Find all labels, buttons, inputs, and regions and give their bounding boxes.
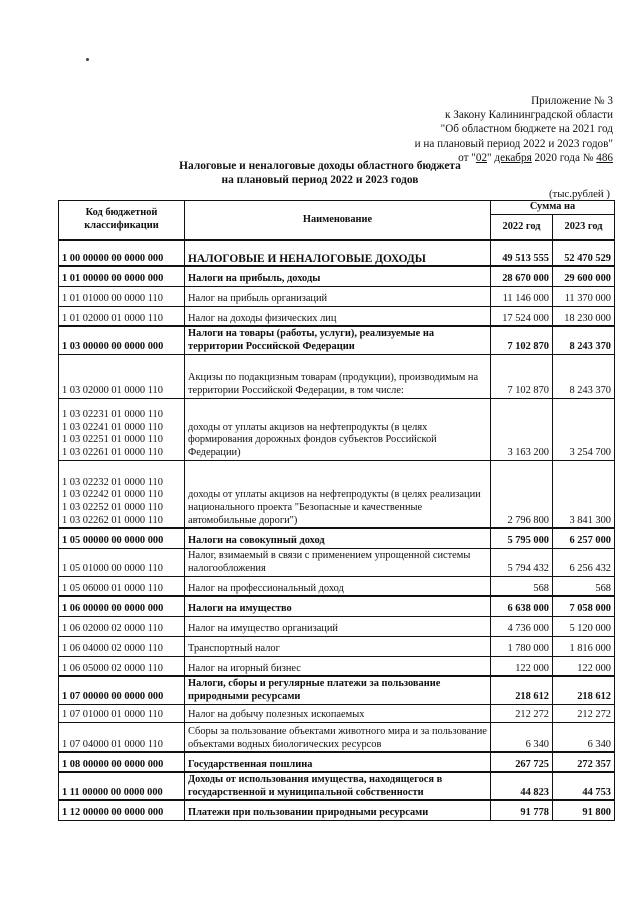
row-code: 1 07 01000 01 0000 110 — [59, 704, 185, 722]
row-value-2022: 6 340 — [491, 722, 553, 752]
row-value-2022: 17 524 000 — [491, 306, 553, 326]
row-value-2022: 122 000 — [491, 656, 553, 676]
row-code: 1 03 00000 00 0000 000 — [59, 326, 185, 354]
table-row — [59, 596, 615, 616]
row-value-2022: 91 778 — [491, 800, 553, 820]
row-code: 1 00 00000 00 0000 000 — [59, 240, 185, 266]
row-value-2023: 29 600 000 — [553, 266, 615, 286]
row-code: 1 06 04000 02 0000 110 — [59, 636, 185, 656]
row-value-2022: 4 736 000 — [491, 616, 553, 636]
row-code: 1 06 02000 02 0000 110 — [59, 616, 185, 636]
row-code: 1 07 04000 01 0000 110 — [59, 722, 185, 752]
row-value-2023: 6 340 — [553, 722, 615, 752]
row-code: 1 01 02000 01 0000 110 — [59, 306, 185, 326]
col-header-code: Код бюджетной классификации — [59, 201, 185, 241]
row-value-2022: 28 670 000 — [491, 266, 553, 286]
row-value-2023: 52 470 529 — [553, 240, 615, 266]
row-code: 1 03 02000 01 0000 110 — [59, 354, 185, 398]
date-day: 02 — [475, 151, 488, 164]
table-row — [59, 704, 615, 722]
table-row — [59, 772, 615, 800]
row-code: 1 05 06000 01 0000 110 — [59, 576, 185, 596]
col-header-sum: Сумма на — [491, 201, 615, 215]
table-row — [59, 548, 615, 576]
table-row — [59, 722, 615, 752]
row-value-2022: 2 796 800 — [491, 460, 553, 528]
title-line-2: на плановый период 2022 и 2023 годов — [221, 174, 419, 186]
table-row — [59, 326, 615, 354]
table-row — [59, 528, 615, 548]
table-row — [59, 354, 615, 398]
appendix-law-period: и на плановый период 2022 и 2023 годов" — [414, 137, 613, 150]
row-value-2023: 3 841 300 — [553, 460, 615, 528]
row-value-2022: 568 — [491, 576, 553, 596]
document-title — [0, 159, 640, 187]
row-value-2023: 8 243 370 — [553, 326, 615, 354]
row-value-2023: 122 000 — [553, 656, 615, 676]
row-value-2022: 1 780 000 — [491, 636, 553, 656]
row-value-2022: 44 823 — [491, 772, 553, 800]
table-row — [59, 286, 615, 306]
row-name: Налоги на имущество — [185, 596, 491, 616]
col-header-2023: 2023 год — [553, 214, 615, 240]
row-value-2022: 267 725 — [491, 752, 553, 772]
scan-speck — [86, 58, 89, 61]
row-value-2023: 7 058 000 — [553, 596, 615, 616]
row-name: Налог на прибыль организаций — [185, 286, 491, 306]
row-value-2023: 5 120 000 — [553, 616, 615, 636]
row-value-2023: 6 257 000 — [553, 528, 615, 548]
row-name: Налог на добычу полезных ископаемых — [185, 704, 491, 722]
units-label: (тыс.рублей ) — [548, 188, 610, 200]
row-code: 1 05 00000 00 0000 000 — [59, 528, 185, 548]
appendix-law-ref: к Закону Калининградской области — [445, 109, 613, 122]
table-row — [59, 636, 615, 656]
row-name: Налог на доходы физических лиц — [185, 306, 491, 326]
row-value-2023: 1 816 000 — [553, 636, 615, 656]
row-name: Налог на имущество организаций — [185, 616, 491, 636]
title-line-1: Налоговые и неналоговые доходы областного бюджета — [179, 160, 461, 172]
row-name: Налог на профессиональный доход — [185, 576, 491, 596]
table-row — [59, 616, 615, 636]
revenue-table — [58, 200, 615, 821]
row-name: Сборы за пользование объектами животного мира и за пользование объектами водных биологических ресурсов — [185, 722, 491, 752]
appendix-number: Приложение № 3 — [531, 95, 613, 107]
row-code: 1 12 00000 00 0000 000 — [59, 800, 185, 820]
table-row — [59, 800, 615, 820]
row-code: 1 05 01000 00 0000 110 — [59, 548, 185, 576]
row-value-2022: 7 102 870 — [491, 354, 553, 398]
table-row — [59, 576, 615, 596]
appendix-header — [415, 94, 613, 165]
row-value-2022: 6 638 000 — [491, 596, 553, 616]
row-value-2023: 218 612 — [553, 676, 615, 704]
row-name: Налоги на совокупный доход — [185, 528, 491, 548]
row-name: Доходы от использования имущества, находящегося в государственной и муниципальной собственности — [185, 772, 491, 800]
row-value-2023: 568 — [553, 576, 615, 596]
row-value-2022: 5 795 000 — [491, 528, 553, 548]
row-value-2023: 18 230 000 — [553, 306, 615, 326]
row-value-2022: 49 513 555 — [491, 240, 553, 266]
row-value-2023: 44 753 — [553, 772, 615, 800]
law-number: 486 — [596, 151, 613, 164]
row-code: 1 01 00000 00 0000 000 — [59, 266, 185, 286]
table-row — [59, 240, 615, 266]
row-value-2022: 3 163 200 — [491, 398, 553, 460]
row-code: 1 03 02232 01 0000 110 1 03 02242 01 0000 110 1 03 02252 01 0000 110 1 03 02262 01 0000 110 — [59, 460, 185, 528]
table-row — [59, 676, 615, 704]
col-header-2022: 2022 год — [491, 214, 553, 240]
row-code: 1 06 00000 00 0000 000 — [59, 596, 185, 616]
table-row — [59, 306, 615, 326]
row-code: 1 01 01000 00 0000 110 — [59, 286, 185, 306]
col-header-name: Наименование — [185, 201, 491, 241]
row-value-2022: 11 146 000 — [491, 286, 553, 306]
row-value-2023: 272 357 — [553, 752, 615, 772]
row-name: Налог на игорный бизнес — [185, 656, 491, 676]
row-name: Транспортный налог — [185, 636, 491, 656]
row-name: Налоги, сборы и регулярные платежи за пользование природными ресурсами — [185, 676, 491, 704]
row-value-2023: 6 256 432 — [553, 548, 615, 576]
appendix-law-title: "Об областном бюджете на 2021 год — [440, 123, 613, 136]
row-name: Налог, взимаемый в связи с применением упрощенной системы налогообложения — [185, 548, 491, 576]
date-month: декабря — [494, 151, 532, 164]
row-name: доходы от уплаты акцизов на нефтепродукты (в целях формирования дорожных фондов субъектов Российской Федерации) — [185, 398, 491, 460]
appendix-date-line: от "02" декабря 2020 года № 486 — [458, 151, 613, 164]
row-name: Налоги на прибыль, доходы — [185, 266, 491, 286]
row-value-2023: 11 370 000 — [553, 286, 615, 306]
row-value-2023: 91 800 — [553, 800, 615, 820]
row-code: 1 11 00000 00 0000 000 — [59, 772, 185, 800]
row-value-2022: 212 272 — [491, 704, 553, 722]
table-row — [59, 656, 615, 676]
row-name: НАЛОГОВЫЕ И НЕНАЛОГОВЫЕ ДОХОДЫ — [185, 240, 491, 266]
row-name: Акцизы по подакцизным товарам (продукции), производимым на территории Российской Федерации, в том числе: — [185, 354, 491, 398]
table-row — [59, 752, 615, 772]
row-code: 1 06 05000 02 0000 110 — [59, 656, 185, 676]
table-row — [59, 460, 615, 528]
row-value-2023: 212 272 — [553, 704, 615, 722]
row-code: 1 07 00000 00 0000 000 — [59, 676, 185, 704]
row-value-2022: 218 612 — [491, 676, 553, 704]
table-row — [59, 266, 615, 286]
row-name: Платежи при пользовании природными ресурсами — [185, 800, 491, 820]
row-name: Налоги на товары (работы, услуги), реализуемые на территории Российской Федерации — [185, 326, 491, 354]
row-name: доходы от уплаты акцизов на нефтепродукты (в целях реализации национального проекта "Безопасные и качественные автомобильные дороги") — [185, 460, 491, 528]
row-value-2022: 5 794 432 — [491, 548, 553, 576]
row-value-2023: 8 243 370 — [553, 354, 615, 398]
row-name: Государственная пошлина — [185, 752, 491, 772]
row-value-2022: 7 102 870 — [491, 326, 553, 354]
row-value-2023: 3 254 700 — [553, 398, 615, 460]
row-code: 1 03 02231 01 0000 110 1 03 02241 01 0000 110 1 03 02251 01 0000 110 1 03 02261 01 0000 110 — [59, 398, 185, 460]
row-code: 1 08 00000 00 0000 000 — [59, 752, 185, 772]
table-row — [59, 398, 615, 460]
